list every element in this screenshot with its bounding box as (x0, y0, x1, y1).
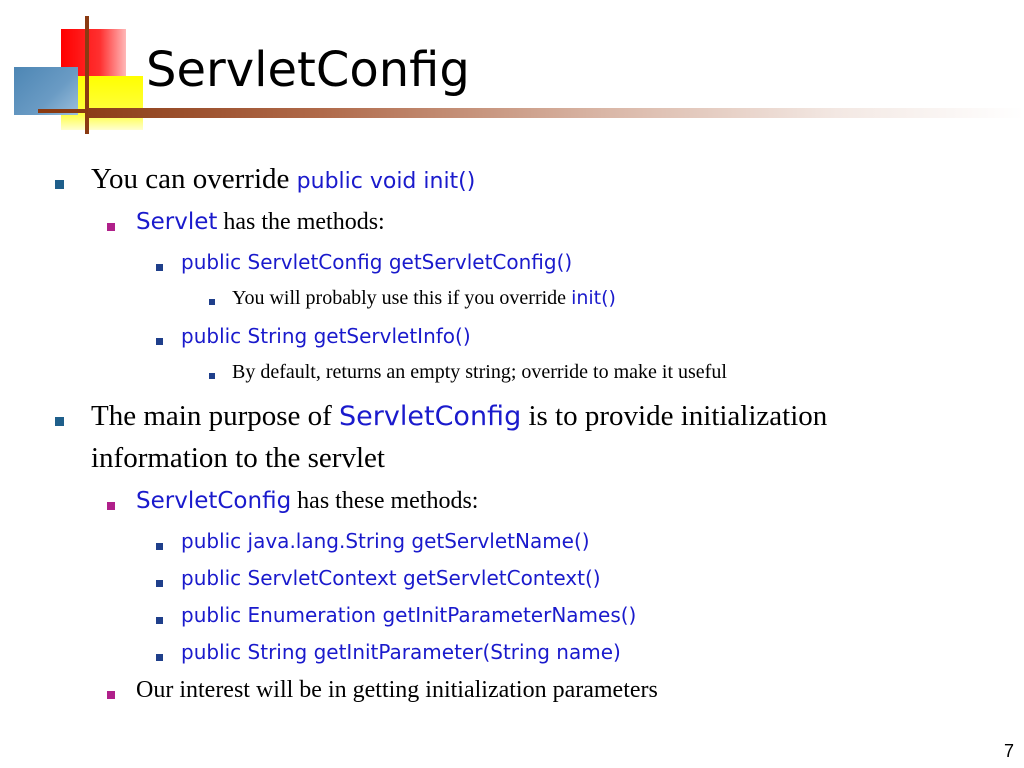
bullet-servlet-methods (136, 209, 385, 237)
bullet-servletconfig-methods (136, 488, 478, 516)
bullet-square-icon (107, 502, 115, 510)
bullet-get-servlet-info (181, 324, 471, 348)
bullet-text: You can override (91, 163, 297, 195)
bullet-text: is to provide initialization (521, 400, 828, 432)
bullet-get-servlet-config (181, 250, 572, 274)
code-text: public String getServletInfo() (181, 324, 471, 348)
bullet-interest-init-params (136, 677, 658, 705)
bullet-text: You will probably use this if you override (232, 287, 572, 309)
code-text: public Enumeration getInitParameterNames() (181, 603, 637, 627)
code-text: public String getInitParameter(String name) (181, 640, 621, 664)
bullet-get-init-parameter (181, 640, 621, 664)
bullet-text: The main purpose of (91, 400, 340, 432)
bullet-text: has the methods: (217, 209, 385, 235)
code-text: public ServletContext getServletContext() (181, 566, 601, 590)
code-text: init() (571, 287, 616, 309)
code-text: ServletConfig (136, 488, 292, 514)
bullet-square-icon (156, 264, 163, 271)
code-text: Servlet (136, 209, 218, 235)
bullet-square-icon (107, 691, 115, 699)
bullet-square-icon (209, 299, 215, 305)
bullet-default-empty (232, 361, 727, 384)
bullet-square-icon (156, 543, 163, 550)
code-text: public java.lang.String getServletName() (181, 529, 590, 553)
code-text: public void init() (296, 169, 476, 194)
code-text: public ServletConfig getServletConfig() (181, 250, 573, 274)
bullet-square-icon (156, 617, 163, 624)
bullet-square-icon (107, 223, 115, 231)
bullet-get-servlet-name (181, 529, 590, 553)
bullet-square-icon (156, 580, 163, 587)
bullet-text: Our interest will be in getting initialization parameters (136, 677, 658, 703)
page-number: 7 (1003, 741, 1014, 761)
bullet-main-purpose (91, 400, 827, 433)
bullet-square-icon (209, 373, 215, 379)
bullet-square-icon (156, 654, 163, 661)
slide-title: ServletConfig (146, 42, 470, 98)
bullet-main-purpose-line2 (91, 442, 385, 475)
bullet-square-icon (156, 338, 163, 345)
bullet-get-servlet-context (181, 566, 601, 590)
bullet-text: information to the servlet (91, 442, 385, 474)
bullet-text: By default, returns an empty string; override to make it useful (232, 361, 727, 383)
bullet-text: has these methods: (291, 488, 479, 514)
bullet-get-init-parameter-names (181, 603, 636, 627)
bullet-square-icon (55, 417, 64, 426)
code-text: ServletConfig (339, 401, 522, 432)
bullet-square-icon (55, 180, 64, 189)
bullet-override-init-note (232, 287, 616, 310)
bullet-override-init (91, 163, 475, 196)
